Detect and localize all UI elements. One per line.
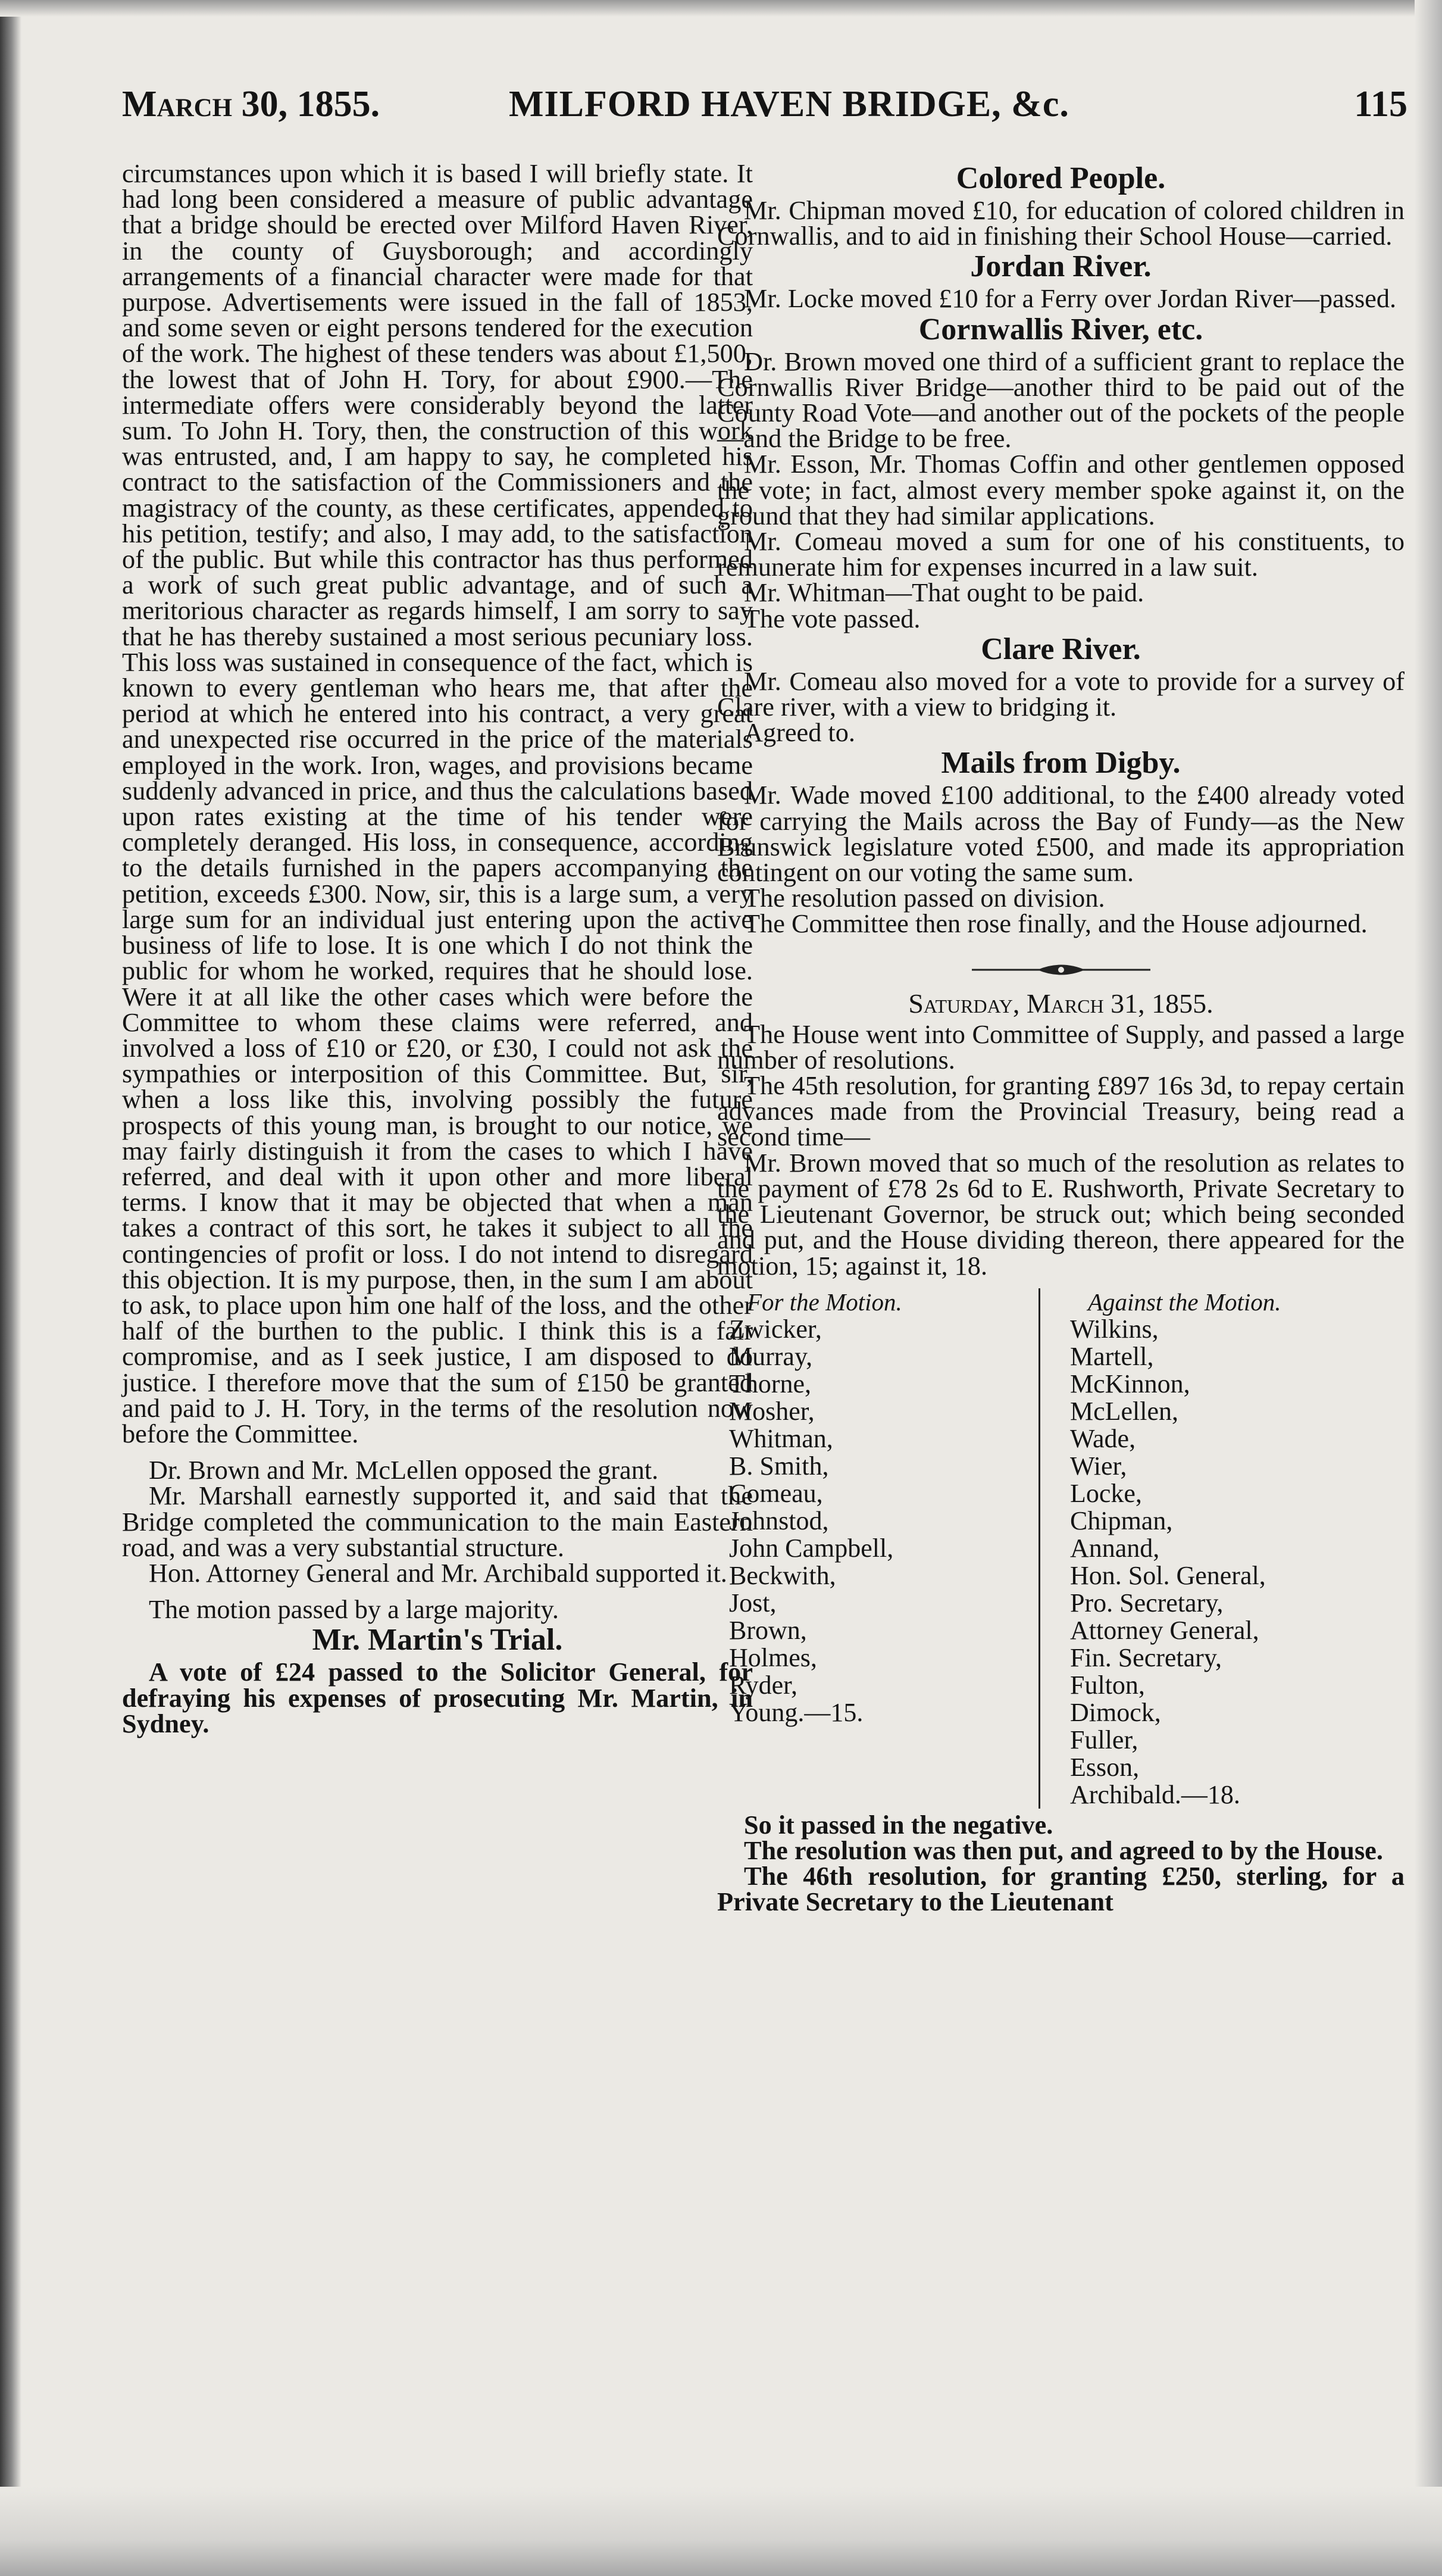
negative-paragraph: So it passed in the negative. bbox=[744, 1810, 1053, 1840]
martin-trial-paragraph: A vote of £24 passed to the Solicitor General, for defraying his expenses of prosecuting Mr. Martin, in Sydney. bbox=[122, 1657, 753, 1738]
scan-edge-top bbox=[0, 0, 1442, 17]
for-name: Young.—15. bbox=[729, 1697, 864, 1727]
against-name: Fulton, bbox=[1070, 1670, 1145, 1700]
division-paragraph: The resolution passed on division. bbox=[744, 883, 1105, 913]
colored-people-heading: Colored People. bbox=[956, 161, 1166, 195]
marshall-paragraph: Mr. Marshall earnestly supported it, and said that the Bridge completed the communication to the main Eastern road, and was a very substantial structure. bbox=[122, 1481, 753, 1562]
supply-paragraph: The House went into Committee of Supply, and passed a large number of resolutions. bbox=[717, 1019, 1405, 1075]
for-motion-list bbox=[729, 1288, 1039, 1809]
for-name: Comeau, bbox=[729, 1478, 823, 1508]
clare-river-paragraph: Mr. Comeau also moved for a vote to provide for a survey of Clare river, with a view to bridging it. bbox=[717, 666, 1405, 722]
right-column bbox=[717, 161, 1405, 1915]
against-name: Dimock, bbox=[1070, 1697, 1161, 1727]
running-head bbox=[122, 83, 1413, 140]
saturday-dateline: Saturday, March 31, 1855. bbox=[908, 988, 1213, 1019]
agreed-paragraph: Agreed to. bbox=[744, 718, 855, 748]
against-name: Pro. Secretary, bbox=[1070, 1588, 1224, 1618]
against-name: Wade, bbox=[1070, 1423, 1136, 1453]
for-name: Brown, bbox=[729, 1615, 807, 1645]
against-name: McKinnon, bbox=[1070, 1369, 1190, 1398]
ornament-rule bbox=[972, 962, 1150, 978]
against-name: Wier, bbox=[1070, 1451, 1127, 1481]
for-name: Ryder, bbox=[729, 1670, 798, 1700]
against-name: Esson, bbox=[1070, 1752, 1140, 1782]
for-name: Thorne, bbox=[729, 1369, 812, 1398]
brown-motion-paragraph: Mr. Brown moved that so much of the resolution as relates to the payment of £78 2s 6d to E. Rushworth, Private Secretary to the Lieutenant Governor, be struck out; which being seconded and put, and the House dividing thereon, there appeared for the motion, 15; against it, 18. bbox=[717, 1148, 1405, 1281]
against-name: Attorney General, bbox=[1070, 1615, 1259, 1645]
jordan-river-heading: Jordan River. bbox=[970, 249, 1152, 284]
scan-edge-bottom bbox=[0, 2487, 1442, 2576]
attorney-general-paragraph: Hon. Attorney General and Mr. Archibald supported it. bbox=[149, 1558, 727, 1588]
against-name: McLellen, bbox=[1070, 1396, 1179, 1426]
against-name: Annand, bbox=[1070, 1533, 1160, 1563]
for-name: B. Smith, bbox=[729, 1451, 829, 1481]
scan-edge-right bbox=[1415, 0, 1442, 2576]
esson-paragraph: Mr. Esson, Mr. Thomas Coffin and other gentlemen opposed the vote; in fact, almost every member spoke against it, on the ground that they had similar applications. bbox=[717, 449, 1405, 530]
mails-digby-heading: Mails from Digby. bbox=[941, 746, 1181, 780]
for-name: Whitman, bbox=[729, 1423, 833, 1453]
header-date: March 30, 1855. bbox=[122, 84, 380, 124]
against-name: Fuller, bbox=[1070, 1725, 1138, 1754]
page-number: 115 bbox=[1354, 84, 1407, 124]
resolution-agreed-paragraph: The resolution was then put, and agreed to by the House. bbox=[744, 1835, 1383, 1865]
vote-passed-paragraph: The vote passed. bbox=[744, 604, 921, 633]
against-name: Archibald.—18. bbox=[1070, 1779, 1240, 1809]
colored-people-paragraph: Mr. Chipman moved £10, for education of colored children in Cornwallis, and to aid in finishing their School House—carried. bbox=[717, 196, 1405, 251]
cornwallis-paragraph: Dr. Brown moved one third of a sufficient grant to replace the Cornwallis River Bridge—another third to be paid out of the County Road Vote—and another out of the pockets of the people—and the Bridge to be free. bbox=[717, 346, 1405, 454]
against-motion-heading: Against the Motion. bbox=[1088, 1288, 1281, 1316]
left-column bbox=[122, 161, 753, 1737]
for-name: Holmes, bbox=[729, 1643, 817, 1672]
scan-edge-left bbox=[0, 0, 21, 2576]
cornwallis-river-heading: Cornwallis River, etc. bbox=[918, 312, 1203, 346]
resolution-46-paragraph: The 46th resolution, for granting £250, sterling, for a Private Secretary to the Lieutenant bbox=[717, 1862, 1405, 1917]
for-name: Beckwith, bbox=[729, 1560, 836, 1590]
against-motion-list bbox=[1039, 1288, 1391, 1809]
martin-trial-heading: Mr. Martin's Trial. bbox=[312, 1623, 563, 1657]
wade-paragraph: Mr. Wade moved £100 additional, to the £400 already voted for carrying the Mails across the Bay of Fundy—as the New Brunswick legislature voted £500, and made its appropriation contingent on our voting the same sum. bbox=[717, 780, 1405, 888]
for-name: Zwicker, bbox=[729, 1314, 822, 1344]
header-title: MILFORD HAVEN BRIDGE, &c. bbox=[509, 84, 1069, 124]
against-name: Fin. Secretary, bbox=[1070, 1643, 1222, 1672]
for-name: Mosher, bbox=[729, 1396, 815, 1426]
against-name: Chipman, bbox=[1070, 1506, 1173, 1535]
for-name: Johnstod, bbox=[729, 1506, 829, 1535]
adjourned-paragraph: The Committee then rose finally, and the House adjourned. bbox=[744, 909, 1368, 939]
against-name: Martell, bbox=[1070, 1341, 1154, 1371]
resolution-45-paragraph: The 45th resolution, for granting £897 16s 3d, to repay certain advances made from the Provincial Treasury, being read a second time— bbox=[717, 1071, 1405, 1152]
jordan-river-paragraph: Mr. Locke moved £10 for a Ferry over Jordan River—passed. bbox=[744, 284, 1397, 314]
for-name: Murray, bbox=[729, 1341, 813, 1371]
brown-mclellen-paragraph: Dr. Brown and Mr. McLellen opposed the grant. bbox=[149, 1456, 659, 1485]
for-motion-heading: For the Motion. bbox=[747, 1288, 902, 1316]
division-list bbox=[729, 1288, 1396, 1809]
for-name: Jost, bbox=[729, 1588, 777, 1618]
clare-river-heading: Clare River. bbox=[981, 632, 1141, 666]
comeau-paragraph: Mr. Comeau moved a sum for one of his constituents, to remunerate him for expenses incurred in a law suit. bbox=[717, 527, 1405, 582]
for-name: John Campbell, bbox=[729, 1533, 894, 1563]
against-name: Hon. Sol. General, bbox=[1070, 1560, 1266, 1590]
motion-passed-paragraph: The motion passed by a large majority. bbox=[149, 1595, 559, 1625]
against-name: Wilkins, bbox=[1070, 1314, 1159, 1344]
speech-paragraph: circumstances upon which it is based I will briefly state. It had long been considered a measure of public advantage that a bridge should be erected over Milford Haven River, in the county of Guysborough; and accordingly arrangements of a financial character were made for that purpose. Advertisements were issued in the fall of 1853, and some seven or eight persons tendered for the execution of the work. The highest of these tenders was about £1,500, the lowest that of John H. Tory, for about £900.—The intermediate offers were considerably beyond the latter sum. To John H. Tory, then, the construction of this work was entrusted, and, I am happy to say, he completed his contract to the satisfaction of the Commissioners and the magistracy of the county, as these certificates, appended to his petition, testify; and also, I may add, to the satisfaction of the public. But while this contractor has thus performed a work of such great public advantage, and of such a meritorious character as regards himself, I am sorry to say that he has thereby sustained a most serious pecuniary loss. This loss was sustained in consequence of the fact, which is known to every gentleman who hears me, that after the period at which he entered into his contract, a very great and unexpected rise occurred in the price of the materials employed in the work. Iron, wages, and provisions became suddenly advanced in price, and thus the calculations based upon rates existing at the time of his tender were completely deranged. His loss, in consequence, according to the details furnished in the papers accompanying the petition, exceeds £300. Now, sir, this is a large sum, a very large sum for an individual just entering upon the active business of life to lose. It is one which I do not think the public for whom he worked, requires that he should lose. Were it at all like the other cases which were before the Committee to whom these claims were referred, and involved a loss of £10 or £20, or £30, I could not ask the sympathies or interposition of this Committee. But, sir, when a loss like this, involving possibly the future prospects of this young man, is brought to our notice, we may fairly distinguish it from the cases to which I have referred, and deal with it upon other and more liberal terms. I know that it may be objected that when a man takes a contract of this sort, he takes it subject to all the contingencies of profit or loss. I do not intend to disregard this objection. It is my purpose, then, in the sum I am about to ask, to place upon him one half of the loss, and the other half of the burthen to the public. I think this is a fair compromise, and as I seek justice, I am disposed to do justice. I therefore move that the sum of £150 be granted and paid to J. H. Tory, in the terms of the resolution now before the Committee. bbox=[122, 159, 753, 1448]
whitman-paragraph: Mr. Whitman—That ought to be paid. bbox=[744, 578, 1144, 608]
against-name: Locke, bbox=[1070, 1478, 1142, 1508]
